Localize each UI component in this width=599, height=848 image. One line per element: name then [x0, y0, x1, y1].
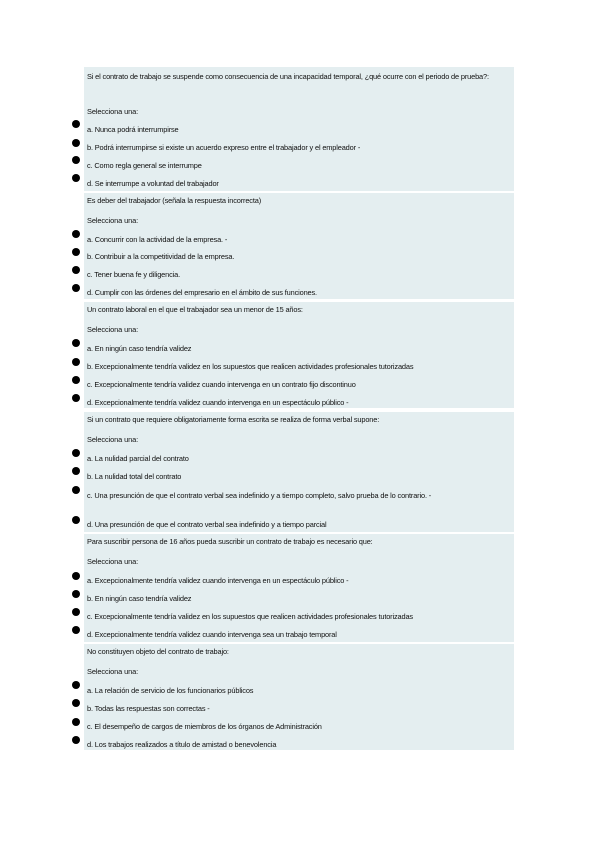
- option-text[interactable]: c. Tener buena fe y diligencia.: [87, 270, 180, 279]
- radio-option[interactable]: [72, 174, 80, 182]
- question-stem: No constituyen objeto del contrato de trabajo:: [87, 647, 229, 656]
- option-text[interactable]: a. En ningún caso tendría validez: [87, 344, 192, 353]
- option-text[interactable]: b. La nulidad total del contrato: [87, 472, 182, 481]
- radio-option[interactable]: [72, 516, 80, 524]
- radio-option[interactable]: [72, 626, 80, 634]
- option-text[interactable]: d. Una presunción de que el contrato verbal sea indefinido y a tiempo parcial: [87, 520, 327, 529]
- option-text[interactable]: c. El desempeño de cargos de miembros de los órganos de Administración: [87, 722, 322, 731]
- question-stem: Un contrato laboral en el que el trabajador sea un menor de 15 años:: [87, 305, 303, 314]
- radio-option[interactable]: [72, 284, 80, 292]
- select-label: Selecciona una:: [87, 325, 139, 334]
- radio-option[interactable]: [72, 681, 80, 689]
- option-text[interactable]: c. Una presunción de que el contrato verbal sea indefinido y a tiempo completo, salvo prueba de lo contrario. -: [87, 491, 432, 500]
- question-block: [84, 193, 514, 299]
- option-text[interactable]: a. La nulidad parcial del contrato: [87, 454, 189, 463]
- radio-option[interactable]: [72, 120, 80, 128]
- question-stem: Si el contrato de trabajo se suspende como consecuencia de una incapacidad temporal, ¿qué ocurre con el periodo de prueba?:: [87, 72, 489, 81]
- option-text[interactable]: d. Excepcionalmente tendría validez cuando intervenga en un espectáculo público -: [87, 398, 349, 407]
- radio-option[interactable]: [72, 339, 80, 347]
- select-label: Selecciona una:: [87, 435, 139, 444]
- option-text[interactable]: d. Los trabajos realizados a título de amistad o benevolencia: [87, 740, 277, 749]
- option-text[interactable]: d. Se interrumpe a voluntad del trabajador: [87, 179, 219, 188]
- select-label: Selecciona una:: [87, 107, 139, 116]
- radio-option[interactable]: [72, 572, 80, 580]
- radio-option[interactable]: [72, 376, 80, 384]
- radio-option[interactable]: [72, 266, 80, 274]
- option-text[interactable]: a. Concurrir con la actividad de la empresa. -: [87, 235, 228, 244]
- select-label: Selecciona una:: [87, 557, 139, 566]
- option-text[interactable]: c. Excepcionalmente tendría validez en los supuestos que realicen actividades profesionales tutorizadas: [87, 612, 413, 621]
- radio-option[interactable]: [72, 736, 80, 744]
- question-block: [84, 302, 514, 408]
- radio-option[interactable]: [72, 486, 80, 494]
- option-text[interactable]: a. La relación de servicio de los funcionarios públicos: [87, 686, 254, 695]
- radio-option[interactable]: [72, 156, 80, 164]
- option-text[interactable]: b. Contribuir a la competitividad de la empresa.: [87, 252, 235, 261]
- radio-option[interactable]: [72, 718, 80, 726]
- radio-option[interactable]: [72, 394, 80, 402]
- option-text[interactable]: d. Excepcionalmente tendría validez cuando intervenga sea un trabajo temporal: [87, 630, 337, 639]
- select-label: Selecciona una:: [87, 216, 139, 225]
- option-text[interactable]: a. Nunca podrá interrumpirse: [87, 125, 179, 134]
- option-text[interactable]: a. Excepcionalmente tendría validez cuando intervenga en un espectáculo público -: [87, 576, 349, 585]
- option-text[interactable]: d. Cumplir con las órdenes del empresario en el ámbito de sus funciones.: [87, 288, 317, 297]
- radio-option[interactable]: [72, 699, 80, 707]
- option-text[interactable]: b. Excepcionalmente tendría validez en los supuestos que realicen actividades profesionales tutorizadas: [87, 362, 414, 371]
- option-text[interactable]: c. Como regla general se interrumpe: [87, 161, 202, 170]
- radio-option[interactable]: [72, 248, 80, 256]
- radio-option[interactable]: [72, 467, 80, 475]
- question-stem: Para suscribir persona de 16 años pueda suscribir un contrato de trabajo es necesario que:: [87, 537, 373, 546]
- option-text[interactable]: b. Todas las respuestas son correctas -: [87, 704, 210, 713]
- radio-option[interactable]: [72, 608, 80, 616]
- question-stem: Si un contrato que requiere obligatoriamente forma escrita se realiza de forma verbal supone:: [87, 415, 380, 424]
- option-text[interactable]: c. Excepcionalmente tendría validez cuando intervenga en un contrato fijo discontinuo: [87, 380, 356, 389]
- radio-option[interactable]: [72, 358, 80, 366]
- question-block: [84, 534, 514, 642]
- radio-option[interactable]: [72, 449, 80, 457]
- question-stem: Es deber del trabajador (señala la respuesta incorrecta): [87, 196, 262, 205]
- option-text[interactable]: b. En ningún caso tendría validez: [87, 594, 192, 603]
- radio-option[interactable]: [72, 139, 80, 147]
- radio-option[interactable]: [72, 590, 80, 598]
- option-text[interactable]: b. Podrá interrumpirse si existe un acuerdo expreso entre el trabajador y el empleador -: [87, 143, 361, 152]
- radio-option[interactable]: [72, 230, 80, 238]
- select-label: Selecciona una:: [87, 667, 139, 676]
- question-block: [84, 644, 514, 750]
